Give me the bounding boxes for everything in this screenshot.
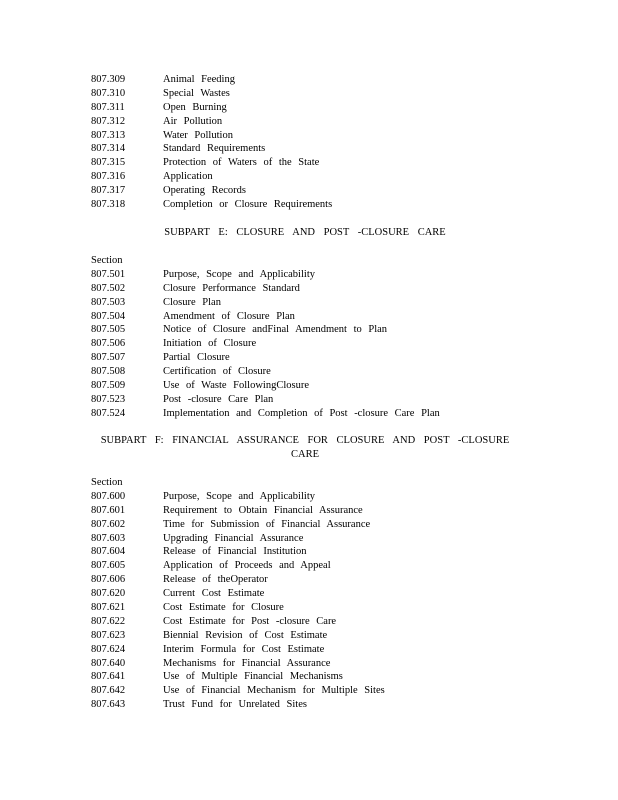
list-item bbox=[91, 393, 531, 407]
section-title: Notice of Closure andFinal Amendment to Plan bbox=[163, 324, 388, 336]
section-number: 807.600 bbox=[91, 490, 126, 502]
section-number: 807.507 bbox=[91, 352, 126, 364]
section-number: 807.309 bbox=[91, 74, 126, 85]
section-column-label: Section bbox=[91, 255, 123, 266]
section-number: 807.509 bbox=[91, 380, 126, 392]
section-title: Amendment of Closure Plan bbox=[163, 310, 295, 322]
section-number: 807.502 bbox=[91, 282, 126, 294]
list-item bbox=[91, 156, 531, 170]
section-title: Biennial Revision of Cost Estimate bbox=[163, 629, 328, 641]
list-item bbox=[91, 407, 531, 421]
list-item bbox=[91, 532, 531, 546]
section-title: Use of Waste FollowingClosure bbox=[163, 380, 309, 392]
list-item bbox=[91, 310, 531, 324]
section-title: Completion or Closure Requirements bbox=[163, 199, 333, 211]
section-title: Purpose, Scope and Applicability bbox=[163, 490, 315, 502]
list-item bbox=[91, 573, 531, 587]
section-number: 807.508 bbox=[91, 366, 126, 378]
list-item bbox=[91, 587, 531, 601]
section-number: 807.316 bbox=[91, 171, 126, 183]
section-number: 807.601 bbox=[91, 504, 126, 516]
section-title: Protection of Waters of the State bbox=[163, 157, 320, 169]
list-item bbox=[91, 115, 531, 129]
section-number: 807.621 bbox=[91, 602, 126, 614]
section-title: Time for Submission of Financial Assurance bbox=[163, 518, 371, 530]
list-item bbox=[91, 615, 531, 629]
list-item bbox=[91, 601, 531, 615]
list-item bbox=[91, 101, 531, 115]
section-title: Use of Multiple Financial Mechanisms bbox=[163, 671, 343, 683]
list-item bbox=[91, 184, 531, 198]
section-number: 807.524 bbox=[91, 407, 126, 419]
section-number: 807.505 bbox=[91, 324, 126, 336]
list-item bbox=[91, 684, 531, 698]
list-item bbox=[91, 351, 531, 365]
list-item bbox=[91, 87, 531, 101]
section-number: 807.523 bbox=[91, 393, 126, 405]
section-number: 807.640 bbox=[91, 657, 126, 669]
section-title: Water Pollution bbox=[163, 129, 233, 141]
section-number: 807.604 bbox=[91, 546, 126, 558]
list-item bbox=[91, 559, 531, 573]
section-number: 807.313 bbox=[91, 129, 126, 141]
section-number: 807.504 bbox=[91, 310, 126, 322]
section-number: 807.602 bbox=[91, 518, 126, 530]
section-title: Standard Requirements bbox=[163, 143, 266, 155]
section-title: Special Wastes bbox=[163, 87, 230, 99]
section-title: Interim Formula for Cost Estimate bbox=[163, 643, 325, 655]
subpart-f-heading bbox=[60, 434, 550, 462]
section-number: 807.605 bbox=[91, 560, 126, 572]
section-title: Implementation and Completion of Post -closure Care Plan bbox=[163, 407, 440, 419]
list-item bbox=[91, 170, 531, 184]
section-number: 807.603 bbox=[91, 532, 126, 544]
section-number: 807.312 bbox=[91, 115, 126, 127]
subpart-e-heading: SUBPART E: CLOSURE AND POST -CLOSURE CARE bbox=[164, 227, 446, 238]
list-item bbox=[91, 323, 531, 337]
list-item bbox=[91, 282, 531, 296]
list-item bbox=[91, 142, 531, 156]
section-number: 807.620 bbox=[91, 588, 126, 600]
section-number: 807.622 bbox=[91, 615, 126, 627]
section-title: Partial Closure bbox=[163, 352, 230, 364]
subpart-e-section-list bbox=[91, 254, 531, 421]
section-title: Upgrading Financial Assurance bbox=[163, 532, 304, 544]
section-title: Closure Performance Standard bbox=[163, 282, 300, 294]
section-title: Trust Fund for Unrelated Sites bbox=[163, 699, 307, 711]
section-number: 807.311 bbox=[91, 101, 125, 113]
section-title: Cost Estimate for Closure bbox=[163, 602, 284, 614]
section-title: Requirement to Obtain Financial Assurance bbox=[163, 504, 363, 516]
section-title: Operating Records bbox=[163, 185, 247, 197]
section-title: Closure Plan bbox=[163, 296, 221, 308]
list-item bbox=[91, 365, 531, 379]
section-title: Animal Feeding bbox=[163, 74, 235, 85]
top-section-list bbox=[91, 73, 531, 212]
section-title: Use of Financial Mechanism for Multiple Sites bbox=[163, 685, 385, 697]
section-column-label: Section bbox=[91, 477, 123, 488]
list-item bbox=[91, 629, 531, 643]
list-item bbox=[91, 657, 531, 671]
list-item bbox=[91, 504, 531, 518]
section-title: Application of Proceeds and Appeal bbox=[163, 560, 331, 572]
subpart-f-heading-line2: CARE bbox=[290, 449, 319, 460]
subpart-f-heading-line1: SUBPART F: FINANCIAL ASSURANCE FOR CLOSURE AND POST -CLOSURE bbox=[100, 435, 510, 446]
list-item bbox=[91, 379, 531, 393]
section-title: Post -closure Care Plan bbox=[163, 393, 274, 405]
section-number: 807.501 bbox=[91, 268, 126, 280]
list-item bbox=[91, 643, 531, 657]
section-number: 807.317 bbox=[91, 185, 126, 197]
list-item bbox=[91, 545, 531, 559]
section-number: 807.506 bbox=[91, 338, 126, 350]
section-title: Application bbox=[163, 171, 213, 183]
section-number: 807.315 bbox=[91, 157, 126, 169]
list-item bbox=[91, 670, 531, 684]
section-number: 807.643 bbox=[91, 699, 126, 711]
section-title: Current Cost Estimate bbox=[163, 588, 265, 600]
list-item bbox=[91, 268, 531, 282]
section-number: 807.318 bbox=[91, 199, 126, 211]
section-title: Release of theOperator bbox=[163, 574, 268, 586]
section-number: 807.310 bbox=[91, 87, 126, 99]
section-title: Certification of Closure bbox=[163, 366, 271, 378]
list-item bbox=[91, 73, 531, 87]
list-item bbox=[91, 198, 531, 212]
list-item bbox=[91, 337, 531, 351]
list-item bbox=[91, 490, 531, 504]
section-number: 807.641 bbox=[91, 671, 126, 683]
list-item bbox=[91, 129, 531, 143]
section-number: 807.606 bbox=[91, 574, 126, 586]
section-number: 807.503 bbox=[91, 296, 126, 308]
section-title: Air Pollution bbox=[163, 115, 223, 127]
list-item bbox=[91, 296, 531, 310]
section-number: 807.642 bbox=[91, 685, 126, 697]
section-number: 807.314 bbox=[91, 143, 126, 155]
list-item bbox=[91, 698, 531, 712]
section-title: Purpose, Scope and Applicability bbox=[163, 268, 315, 280]
section-number: 807.624 bbox=[91, 643, 126, 655]
subpart-f-section-list bbox=[91, 476, 531, 712]
section-title: Initiation of Closure bbox=[163, 338, 257, 350]
section-title: Open Burning bbox=[163, 101, 227, 113]
section-title: Mechanisms for Financial Assurance bbox=[163, 657, 331, 669]
section-title: Release of Financial Institution bbox=[163, 546, 307, 558]
section-title: Cost Estimate for Post -closure Care bbox=[163, 615, 337, 627]
list-item bbox=[91, 518, 531, 532]
section-number: 807.623 bbox=[91, 629, 126, 641]
